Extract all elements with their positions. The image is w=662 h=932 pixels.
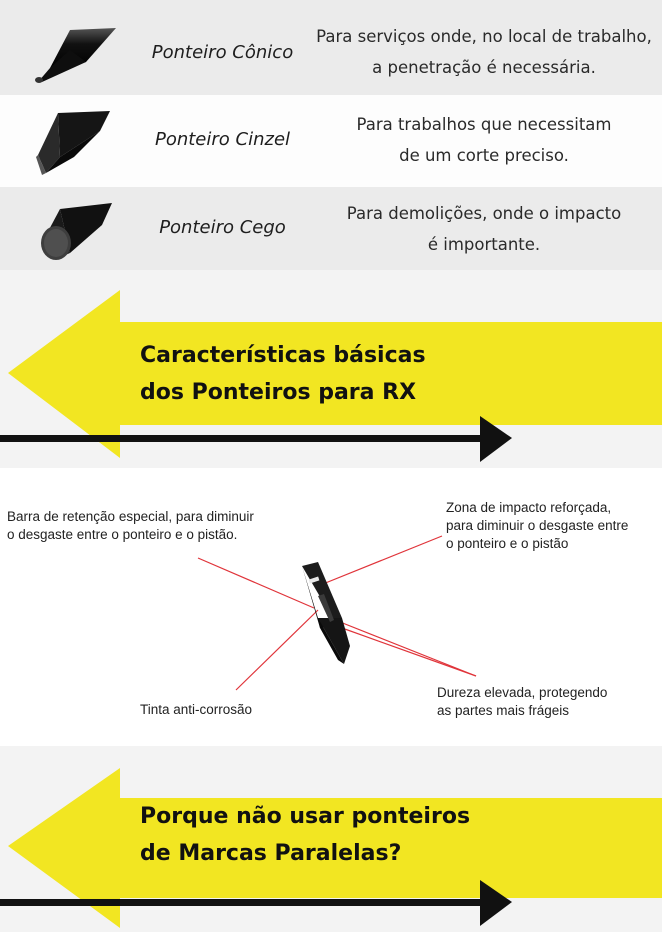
tool-name: Ponteiro Cego (159, 217, 286, 238)
point-diagram (0, 468, 662, 746)
tool-row-conico (0, 0, 662, 95)
tool-description: Para demolições, onde o impacto é importante. (346, 204, 622, 254)
tool-row-cego (0, 187, 662, 270)
tool-description: Para serviços onde, no local de trabalho, a penetração é necessária. (316, 27, 652, 77)
blunt-point-icon (30, 199, 120, 265)
black-arrow-line (0, 874, 662, 930)
callout-dureza: Dureza elevada, protegendo as partes mais frágeis (437, 685, 608, 718)
black-arrow-line (0, 412, 662, 468)
banner-title: Porque não usar ponteiros de Marcas Paralelas? (140, 804, 471, 866)
chisel-point-icon (30, 107, 120, 177)
callout-tinta: Tinta anti-corrosão (140, 702, 253, 717)
tool-row-cinzel (0, 95, 662, 187)
tool-name: Ponteiro Cônico (151, 42, 294, 63)
banner-title: Características básicas dos Ponteiros para RX (140, 343, 426, 405)
conical-point-icon (30, 24, 126, 88)
tool-name: Ponteiro Cinzel (154, 129, 291, 150)
callout-zona-impacto: Zona de impacto reforçada, para diminuir o desgaste entre o ponteiro e o pistão (446, 500, 629, 551)
tool-description: Para trabalhos que necessitam de um corte preciso. (356, 115, 612, 165)
callout-barra-retencao: Barra de retenção especial, para diminuir o desgaste entre o ponteiro e o pistão. (7, 509, 254, 542)
